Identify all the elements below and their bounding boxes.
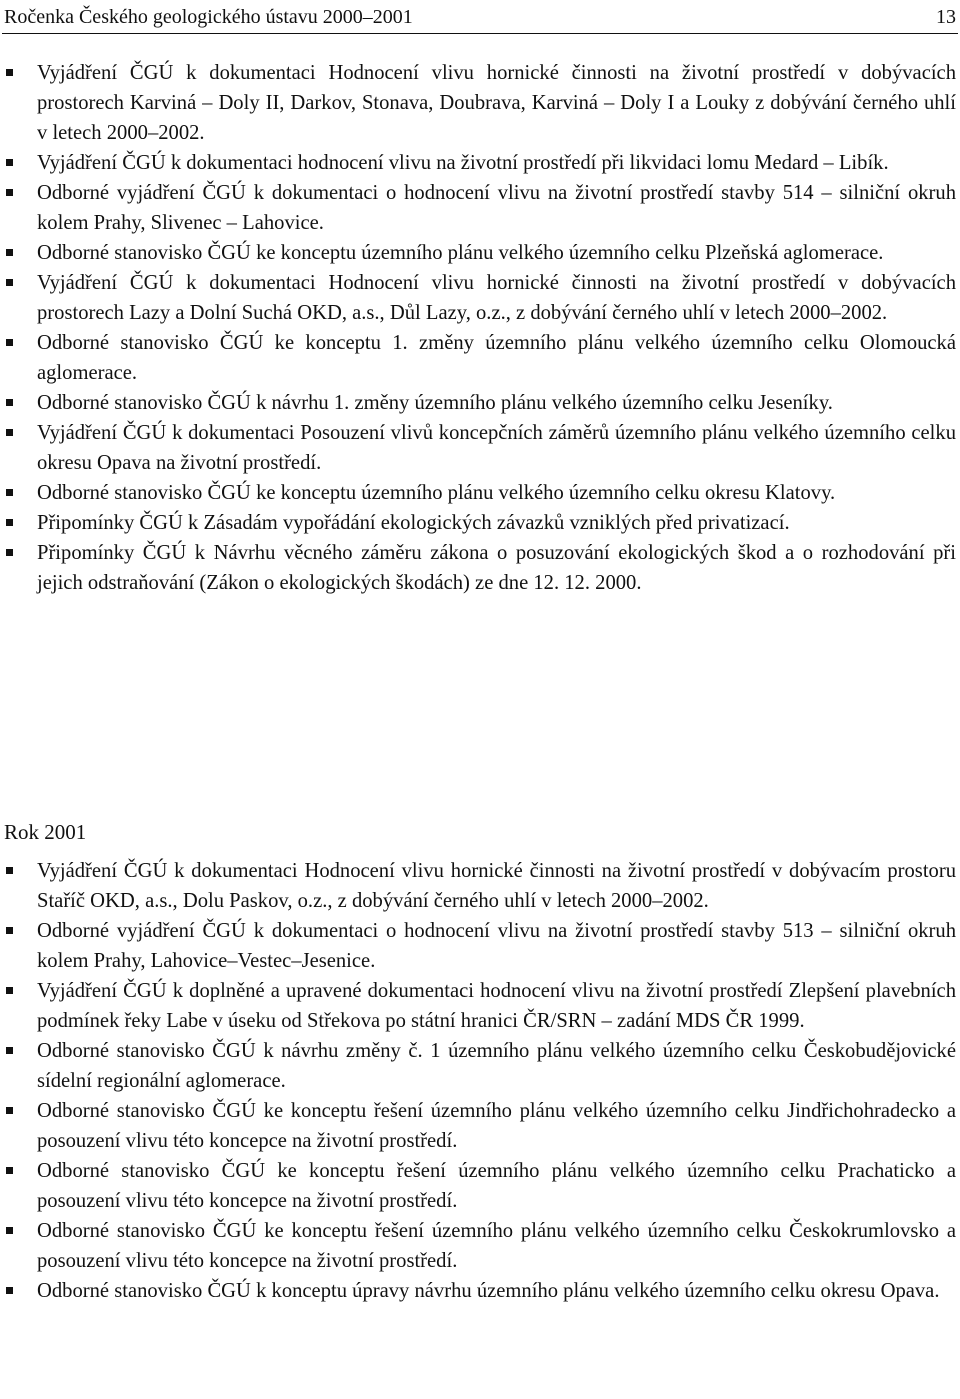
list-item [0, 538, 960, 598]
list-item [0, 388, 960, 418]
square-bullet-icon [6, 549, 13, 556]
square-bullet-icon [6, 489, 13, 496]
square-bullet-icon [6, 519, 13, 526]
list-item [0, 178, 960, 238]
list-item-text: Odborné stanovisko ČGÚ ke konceptu řešení územního plánu velkého územního celku Prachaticko a posouzení vlivu této koncepce na životní prostředí. [37, 1160, 956, 1212]
square-bullet-icon [6, 927, 13, 934]
page-number: 13 [936, 6, 956, 28]
list-item [0, 238, 960, 268]
square-bullet-icon [6, 399, 13, 406]
square-bullet-icon [6, 69, 13, 76]
list-item [0, 1156, 960, 1216]
list-item [0, 268, 960, 328]
list-item [0, 1096, 960, 1156]
list-item [0, 856, 960, 916]
list-item [0, 1216, 960, 1276]
list-item-text: Vyjádření ČGÚ k doplněné a upravené dokumentaci hodnocení vlivu na životní prostředí Zlepšení plavebních podmínek řeky Labe v úseku od Střekova po státní hranici ČR/SRN – zadání MDS ČR 1999. [37, 980, 956, 1032]
list-item [0, 508, 960, 538]
list-item-text: Odborné stanovisko ČGÚ k návrhu 1. změny územního plánu velkého územního celku Jeseníky. [37, 392, 833, 414]
list-item-text: Odborné stanovisko ČGÚ k konceptu úpravy návrhu územního plánu velkého územního celku okresu Opava. [37, 1280, 940, 1302]
list-item-text: Vyjádření ČGÚ k dokumentaci Hodnocení vlivu hornické činnosti na životní prostředí v dobývacích prostorech Karviná – Doly II, Darkov, Stonava, Doubrava, Karviná – Doly I a Louky z dobývání černého uhlí v letech 2000–2002. [37, 62, 956, 144]
square-bullet-icon [6, 1287, 13, 1294]
list-2001 [0, 856, 960, 1306]
square-bullet-icon [6, 867, 13, 874]
list-item [0, 328, 960, 388]
list-item [0, 418, 960, 478]
list-item-text: Odborné stanovisko ČGÚ ke konceptu 1. změny územního plánu velkého územního celku Olomoucká aglomerace. [37, 332, 956, 384]
list-item [0, 916, 960, 976]
square-bullet-icon [6, 1047, 13, 1054]
list-item [0, 148, 960, 178]
list-item-text: Odborné stanovisko ČGÚ ke konceptu územního plánu velkého územního celku Plzeňská aglomerace. [37, 242, 884, 264]
header-title: Ročenka Českého geologického ústavu 2000–2001 [4, 6, 413, 28]
list-item [0, 478, 960, 508]
list-item-text: Vyjádření ČGÚ k dokumentaci hodnocení vlivu na životní prostředí při likvidaci lomu Medard – Libík. [37, 152, 889, 174]
list-item-text: Odborné vyjádření ČGÚ k dokumentaci o hodnocení vlivu na životní prostředí stavby 514 – silniční okruh kolem Prahy, Slivenec – Lahovice. [37, 182, 956, 234]
list-item-text: Odborné vyjádření ČGÚ k dokumentaci o hodnocení vlivu na životní prostředí stavby 513 – silniční okruh kolem Prahy, Lahovice–Vestec–Jesenice. [37, 920, 956, 972]
list-item-text: Připomínky ČGÚ k Zásadám vypořádání ekologických závazků vzniklých před privatizací. [37, 512, 790, 534]
list-item-text: Odborné stanovisko ČGÚ ke konceptu řešení územního plánu velkého územního celku Jindřichohradecko a posouzení vlivu této koncepce na životní prostředí. [37, 1100, 956, 1152]
list-item-text: Vyjádření ČGÚ k dokumentaci Hodnocení vlivu hornické činnosti na životní prostředí v dobývacích prostorech Lazy a Dolní Suchá OKD, a.s., Důl Lazy, o.z., z dobývání černého uhlí v letech 2000–2002. [37, 272, 956, 324]
square-bullet-icon [6, 1107, 13, 1114]
list-item-text: Odborné stanovisko ČGÚ ke konceptu řešení územního plánu velkého územního celku Českokrumlovsko a posouzení vlivu této koncepce na životní prostředí. [37, 1220, 956, 1272]
square-bullet-icon [6, 279, 13, 286]
section-heading-2001: Rok 2001 [4, 820, 87, 844]
list-item [0, 58, 960, 148]
square-bullet-icon [6, 987, 13, 994]
list-item-text: Odborné stanovisko ČGÚ k návrhu změny č. 1 územního plánu velkého územního celku Českobudějovické sídelní regionální aglomerace. [37, 1040, 956, 1092]
list-item-text: Odborné stanovisko ČGÚ ke konceptu územního plánu velkého územního celku okresu Klatovy. [37, 482, 836, 504]
list-item-text: Vyjádření ČGÚ k dokumentaci Posouzení vlivů koncepčních záměrů územního plánu velkého územního celku okresu Opava na životní prostředí. [37, 422, 956, 474]
square-bullet-icon [6, 339, 13, 346]
list-2000 [0, 58, 960, 598]
square-bullet-icon [6, 1167, 13, 1174]
square-bullet-icon [6, 249, 13, 256]
square-bullet-icon [6, 429, 13, 436]
list-item [0, 1276, 960, 1306]
header-rule [2, 33, 958, 34]
square-bullet-icon [6, 189, 13, 196]
list-item-text: Připomínky ČGÚ k Návrhu věcného záměru zákona o posuzování ekologických škod a o rozhodování při jejich odstraňování (Zákon o ekologických škodách) ze dne 12. 12. 2000. [37, 542, 956, 594]
list-item [0, 1036, 960, 1096]
running-header [4, 2, 956, 32]
list-item [0, 976, 960, 1036]
square-bullet-icon [6, 1227, 13, 1234]
square-bullet-icon [6, 159, 13, 166]
list-item-text: Vyjádření ČGÚ k dokumentaci Hodnocení vlivu hornické činnosti na životní prostředí v dobývacím prostoru Staříč OKD, a.s., Dolu Paskov, o.z., z dobývání černého uhlí v letech 2000–2002. [37, 860, 956, 912]
